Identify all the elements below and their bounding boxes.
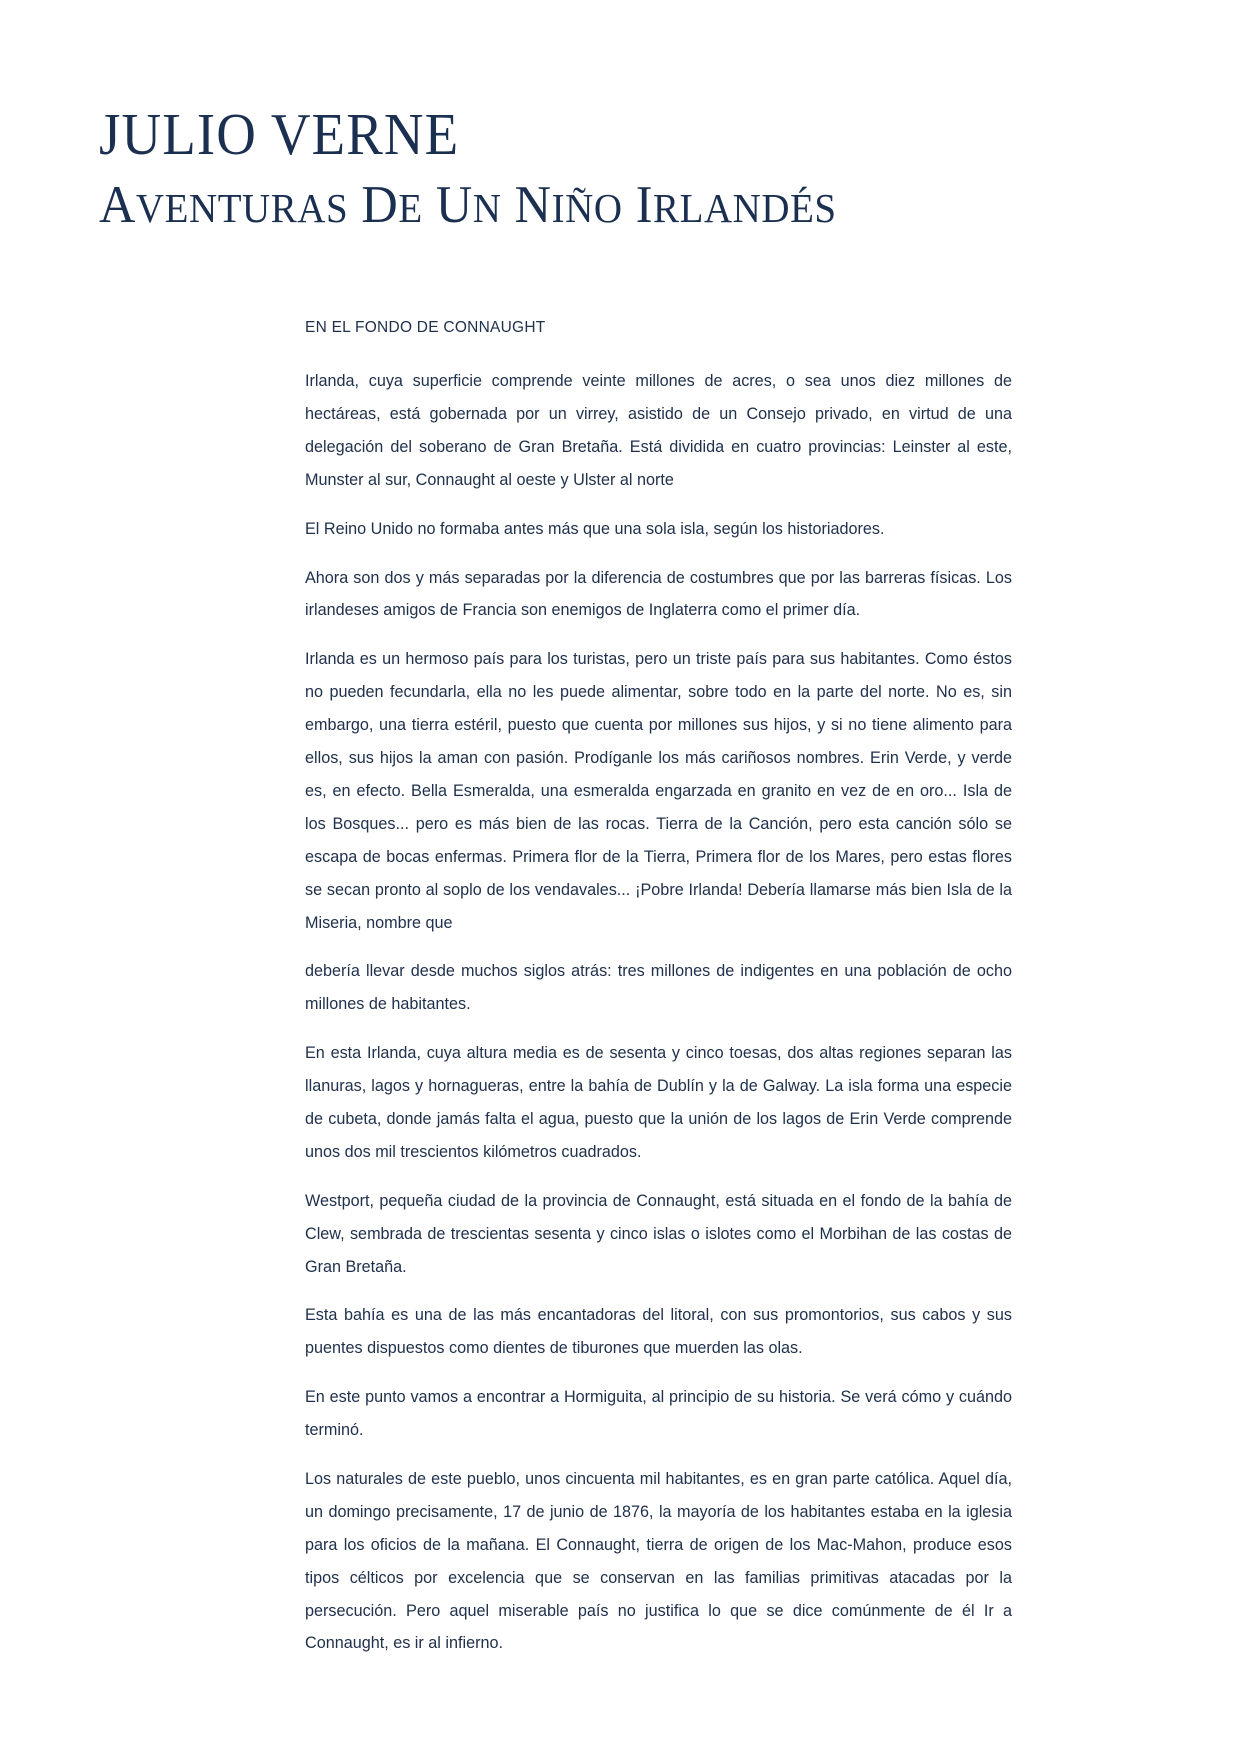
body-paragraph: debería llevar desde muchos siglos atrás: tres millones de indigentes en una población de ocho millones de habitantes.	[305, 962, 1012, 1014]
body-paragraph: Westport, pequeña ciudad de la provincia de Connaught, está situada en el fondo de la bahía de Clew, sembrada de trescientas sesenta y cinco islas o islotes como el Morbihan de las costas de Gran Bretaña.	[305, 1191, 1012, 1276]
body-paragraph: Irlanda, cuya superficie comprende veinte millones de acres, o sea unos diez millones de hectáreas, está gobernada por un virrey, asistido de un Consejo privado, en virtud de una delegación del soberano de Gran Bretaña. Está dividida en cuatro provincias: Leinster al este, Munster al sur, Connaught al oeste y Ulster al norte	[305, 372, 1012, 489]
title-block	[99, 101, 1099, 235]
body-paragraph: Irlanda es un hermoso país para los turistas, pero un triste país para sus habitantes. Como éstos no pueden fecundarla, ella no les puede alimentar, sobre todo en la parte del norte. No es, sin embargo, una tierra estéril, puesto que cuenta por millones sus hijos, y si no tiene alimento para ellos, sus hijos la aman con pasión. Prodíganle los más cariñosos nombres. Erin Verde, y verde es, en efecto. Bella Esmeralda, una esmeralda engarzada en granito en vez de en oro... Isla de los Bosques... pero es más bien de las rocas. Tierra de la Canción, pero esta canción sólo se escapa de bocas enfermas. Primera flor de la Tierra, Primera flor de los Mares, pero estas flores se secan pronto al soplo de los vendavales... ¡Pobre Irlanda! Debería llamarse más bien Isla de la Miseria, nombre que	[305, 650, 1012, 932]
body-paragraph: El Reino Unido no formaba antes más que una sola isla, según los historiadores.	[305, 519, 885, 538]
paragraph-list	[305, 365, 1012, 1660]
section-heading: EN EL FONDO DE CONNAUGHT	[305, 319, 546, 336]
body-paragraph: En esta Irlanda, cuya altura media es de sesenta y cinco toesas, dos altas regiones separan las llanuras, lagos y hornagueras, entre la bahía de Dublín y la de Galway. La isla forma una especie de cubeta, donde jamás falta el agua, puesto que la unión de los lagos de Erin Verde comprende unos dos mil trescientos kilómetros cuadrados.	[305, 1044, 1012, 1161]
body-paragraph: Los naturales de este pueblo, unos cincuenta mil habitantes, es en gran parte católica. Aquel día, un domingo precisamente, 17 de junio de 1876, la mayoría de los habitantes estaba en la iglesia para los oficios de la mañana. El Connaught, tierra de origen de los Mac-Mahon, produce esos tipos célticos por excelencia que se conservan en las familias primitivas atacadas por la persecución. Pero aquel miserable país no justifica lo que se dice comúnmente de él Ir a Connaught, es ir al infierno.	[305, 1469, 1012, 1653]
body-paragraph: En este punto vamos a encontrar a Hormiguita, al principio de su historia. Se verá cómo y cuándo terminó.	[305, 1388, 1012, 1440]
body-paragraph: Ahora son dos y más separadas por la diferencia de costumbres que por las barreras físicas. Los irlandeses amigos de Francia son enemigos de Inglaterra como el primer día.	[305, 568, 1012, 620]
book-title: AVENTURAS DE UN NIÑO IRLANDÉS	[99, 176, 837, 235]
book-author: JULIO VERNE	[99, 101, 460, 167]
document-body	[305, 318, 1012, 1660]
body-paragraph: Esta bahía es una de las más encantadoras del litoral, con sus promontorios, sus cabos y sus puentes dispuestos como dientes de tiburones que muerden las olas.	[305, 1306, 1012, 1358]
